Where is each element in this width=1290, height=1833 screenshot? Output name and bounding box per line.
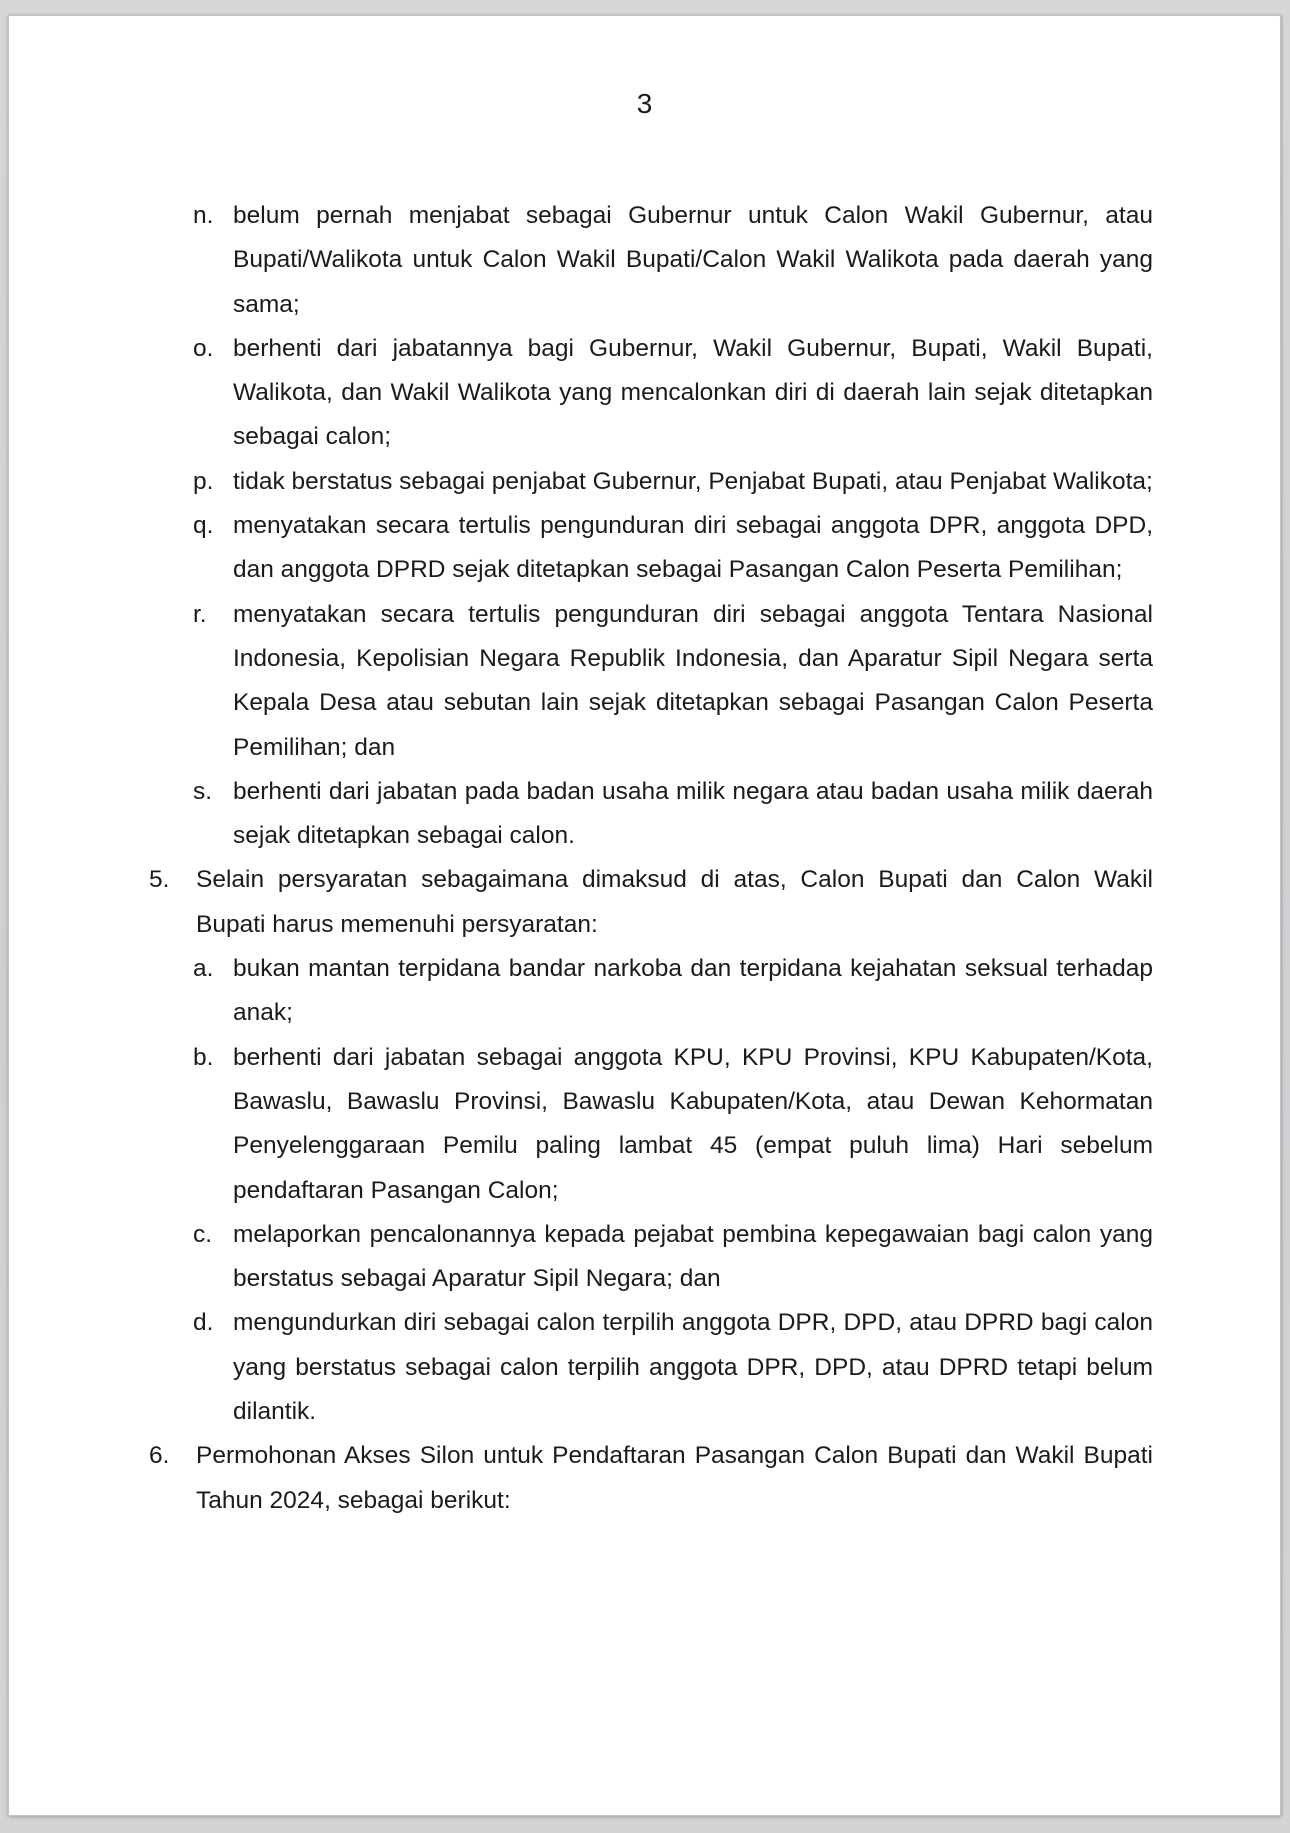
list-item-text: bukan mantan terpidana bandar narkoba dan terpidana kejahatan seksual terhadap anak; <box>233 955 1153 1027</box>
list-item-label: b. <box>193 1043 214 1071</box>
list-item-label: q. <box>193 512 214 540</box>
list-item <box>149 194 1153 327</box>
list-item-text: mengundurkan diri sebagai calon terpilih anggota DPR, DPD, atau DPRD bagi calon yang berstatus sebagai calon terpilih anggota DPR, DPD, atau DPRD tetapi belum dilantik. <box>233 1309 1153 1426</box>
list-item-text: Selain persyaratan sebagaimana dimaksud di atas, Calon Bupati dan Calon Wakil Bupati harus memenuhi persyaratan: <box>196 866 1153 938</box>
list-item-label: 5. <box>149 866 170 894</box>
list-item-label: a. <box>193 955 214 983</box>
page-number: 3 <box>636 88 653 119</box>
list-item <box>149 1434 1153 1523</box>
list-item <box>149 1213 1153 1302</box>
list-item <box>149 858 1153 947</box>
list-item <box>149 327 1153 460</box>
list-item-label: p. <box>193 467 214 495</box>
list-item <box>149 947 1153 1036</box>
document-body <box>149 194 1153 1523</box>
list-item-text: menyatakan secara tertulis pengunduran diri sebagai anggota Tentara Nasional Indonesia, Kepolisian Negara Republik Indonesia, dan Aparatur Sipil Negara serta Kepala Desa atau sebutan lain sejak ditetapkan sebagai Pasangan Calon Peserta Pemilihan; dan <box>233 600 1153 761</box>
list-item-text: melaporkan pencalonannya kepada pejabat pembina kepegawaian bagi calon yang berstatus sebagai Aparatur Sipil Negara; dan <box>233 1220 1153 1293</box>
list-item-label: r. <box>193 600 207 628</box>
list-item-text: menyatakan secara tertulis pengunduran diri sebagai anggota DPR, anggota DPD, dan anggota DPRD sejak ditetapkan sebagai Pasangan Calon Peserta Pemilihan; <box>233 512 1153 584</box>
list-item-label: n. <box>193 202 214 229</box>
list-item-label: o. <box>193 334 214 362</box>
list-item <box>149 770 1153 859</box>
list-item <box>149 1301 1153 1434</box>
document-page <box>8 15 1281 1816</box>
list-item <box>149 460 1153 504</box>
list-item-label: d. <box>193 1309 214 1337</box>
list-item-text: Permohonan Akses Silon untuk Pendaftaran Pasangan Calon Bupati dan Wakil Bupati Tahun 2024, sebagai berikut: <box>196 1442 1153 1514</box>
list-item-text: berhenti dari jabatannya bagi Gubernur, Wakil Gubernur, Bupati, Wakil Bupati, Walikota, dan Wakil Walikota yang mencalonkan diri di daerah lain sejak ditetapkan sebagai calon; <box>233 334 1153 451</box>
list-item <box>149 1036 1153 1213</box>
list-item-label: c. <box>193 1220 213 1248</box>
list-item-text: tidak berstatus sebagai penjabat Gubernur, Penjabat Bupati, atau Penjabat Walikota; <box>233 467 1153 495</box>
list-item-text: berhenti dari jabatan sebagai anggota KPU, KPU Provinsi, KPU Kabupaten/Kota, Bawaslu, Bawaslu Provinsi, Bawaslu Kabupaten/Kota, atau Dewan Kehormatan Penyelenggaraan Pemilu paling lambat 45 (empat puluh lima) Hari sebelum pendaftaran Pasangan Calon; <box>233 1043 1153 1204</box>
list-item-label: 6. <box>149 1442 170 1470</box>
list-item <box>149 593 1153 770</box>
list-item-text: berhenti dari jabatan pada badan usaha milik negara atau badan usaha milik daerah sejak ditetapkan sebagai calon. <box>233 777 1153 850</box>
list-item-text: belum pernah menjabat sebagai Gubernur untuk Calon Wakil Gubernur, atau Bupati/Walikota untuk Calon Wakil Bupati/Calon Wakil Walikota pada daerah yang sama; <box>233 202 1153 318</box>
list-item-label: s. <box>193 777 213 805</box>
list-item <box>149 504 1153 593</box>
